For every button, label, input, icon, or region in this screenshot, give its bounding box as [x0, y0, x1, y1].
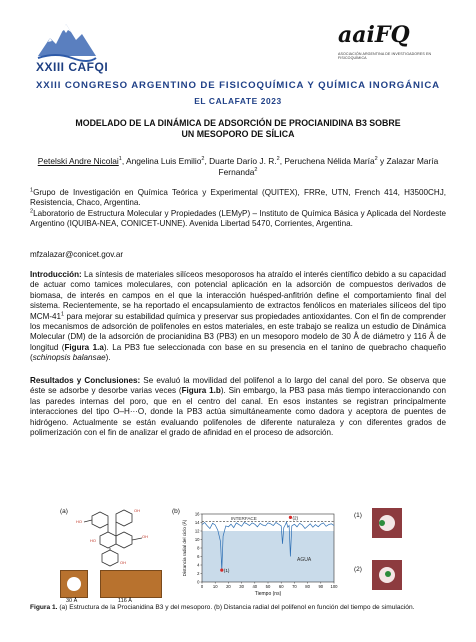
- figure-1: [60, 508, 405, 608]
- results-heading: Resultados y Conclusiones:: [30, 376, 141, 385]
- y-tick-label: 0: [197, 579, 200, 585]
- aaifq-logo: aaiFQ: [338, 22, 410, 48]
- event-marker-label: (2): [292, 515, 299, 521]
- y-tick-label: 8: [197, 545, 200, 551]
- x-tick-label: 80: [305, 584, 310, 589]
- aaifq-logo-subtext: ASOCIACIÓN ARGENTINA DE INVESTIGADORES EN FISICOQUÍMICA: [338, 52, 432, 60]
- x-tick-label: 70: [292, 584, 297, 589]
- author-sup: 2: [374, 156, 378, 163]
- caption-label: Figura 1.: [30, 604, 58, 611]
- figure-reference: Figura 1.b: [181, 386, 221, 396]
- paper-title-line-2: UN MESOPORO DE SÍLICA: [181, 129, 295, 139]
- y-axis-label: Distancia radial del ciclo (Å): [182, 519, 187, 577]
- mesopore-cross-section: [60, 570, 88, 598]
- introduction-paragraph: [30, 270, 446, 364]
- intro-text: La síntesis de materiales silíceos mesoporosos ha atraído el interés científico debido a su capacidad de actuar como tamices moleculares, con potencial aplicación en la adsorción de compuestos derivados de biomasa, de interés en campos en el que la interacción huésped-anfitrión define el comportamiento final del sistema. Recientemente, se ha reportado el encapsulamiento de extractos fenólicos en materiales silíceos del tipo MCM-41: [30, 270, 446, 321]
- affiliation-2: [30, 209, 446, 230]
- snapshot-2: [372, 560, 402, 590]
- panel-b-label: (b): [172, 508, 180, 515]
- svg-text:HO: HO: [90, 538, 96, 543]
- species-name: schinopsis balansae: [32, 353, 106, 363]
- x-tick-label: 100: [330, 584, 338, 589]
- author: , Peruchena Nélida María: [279, 156, 375, 166]
- snapshot-2-label: (2): [354, 566, 362, 573]
- radial-distance-chart: [178, 508, 338, 600]
- figure-caption: [30, 604, 446, 612]
- x-axis-label: Tiempo (ns): [254, 591, 282, 597]
- x-tick-label: 30: [239, 584, 244, 589]
- results-text: Se evaluó la movilidad del polifenol a lo largo del canal del poro. Se observa que éste se adsorbe y desorbe varias veces (: [30, 376, 446, 396]
- svg-text:OH: OH: [134, 508, 140, 513]
- paper-title-line-1: MODELADO DE LA DINÁMICA DE ADSORCIÓN DE PROCIANIDINA B3 SOBRE: [75, 118, 401, 128]
- author: , Duarte Darío J. R.: [204, 156, 277, 166]
- results-paragraph: [30, 376, 446, 438]
- x-tick-label: 60: [278, 584, 284, 589]
- y-tick-label: 6: [197, 553, 200, 559]
- x-tick-label: 10: [212, 584, 218, 589]
- paper-title: [30, 118, 446, 140]
- svg-text:OH: OH: [120, 560, 126, 565]
- y-tick-label: 10: [194, 536, 200, 542]
- cafqi-logo-mountains: [36, 14, 98, 66]
- congress-place: EL CALAFATE 2023: [194, 96, 282, 106]
- event-marker-label: (1): [223, 568, 230, 574]
- congress-title: XXIII CONGRESO ARGENTINO DE FISICOQUÍMICA Y QUÍMICA INORGÁNICA: [35, 80, 441, 91]
- figure-reference: Figura 1.a: [64, 342, 104, 352]
- y-tick-label: 16: [194, 511, 200, 517]
- affiliation-number: 2: [30, 208, 34, 215]
- mesopore-side-view: [100, 570, 162, 598]
- x-tick-label: 90: [318, 584, 324, 589]
- author-sup: 2: [254, 167, 258, 174]
- y-tick-label: 14: [194, 519, 200, 525]
- affiliation-number: 1: [30, 187, 34, 194]
- author: y Zalazar María Fernanda: [218, 156, 439, 177]
- interface-label: INTERFACE: [231, 516, 257, 522]
- pore-diameter-label: 30 Å: [66, 598, 78, 604]
- author-sup: 2: [276, 156, 280, 163]
- svg-text:OH: OH: [142, 534, 148, 539]
- intro-text: ).: [105, 353, 111, 363]
- results-text: ). Sin embargo, la PB3 pasa más tiempo interaccionando con las paredes internas del poro, que en el centro del canal. En esos instantes se registran principalmente interacciones del tipo O–H···O, donde la PB3 actúa simultáneamente como dadora y aceptora de puentes de hidrógeno. Actualmente se están evaluando polifenoles de diferente naturaleza y con diferentes grados de polimerización con el fin de analizar el grado de afinidad en el proceso de adsorción.: [30, 386, 446, 438]
- author-list: [30, 156, 446, 178]
- introduction-heading: Introducción:: [30, 270, 82, 279]
- y-tick-label: 4: [197, 562, 200, 568]
- y-tick-label: 2: [197, 570, 200, 576]
- contact-email: mfzalazar@conicet.gov.ar: [30, 250, 124, 259]
- water-label: AGUA: [297, 556, 312, 563]
- author-presenting: Petelski Andre Nicolai: [37, 156, 119, 166]
- pore-length-label: 116 Å: [118, 598, 132, 604]
- affiliation-1: [30, 188, 446, 209]
- x-tick-label: 20: [226, 584, 231, 589]
- author-sup: 2: [201, 156, 205, 163]
- intro-text: ). La PB3 fue seleccionada con base en su presencia en el tanino de quebracho chaqueño (: [30, 342, 447, 363]
- svg-text:HO: HO: [76, 519, 82, 524]
- snapshot-1: [372, 508, 402, 538]
- affiliations: [30, 188, 446, 230]
- snapshot-1-label: (1): [354, 512, 362, 519]
- cafqi-logo-text: XXIII CAFQI: [36, 60, 109, 74]
- affiliation-text: Laboratorio de Estructura Molecular y Propiedades (LEMyP) – Instituto de Química Básica y Aplicada del Nordeste Argentino (IQUIBA-NEA, CONICET-UNNE). Avenida Libertad 5470, Corrientes, Argentina.: [30, 208, 446, 229]
- author-sup: 1: [118, 156, 122, 163]
- x-tick-label: 50: [265, 584, 271, 589]
- caption-text: (a) Estructura de la Procianidina B3 y del mesoporo. (b) Distancia radial del polifenol en función del tiempo de simulación.: [57, 604, 415, 611]
- reference-sup: 1: [61, 310, 65, 317]
- water-region: [202, 531, 334, 582]
- author: , Angelina Luis Emilio: [121, 156, 202, 166]
- y-tick-label: 12: [194, 528, 200, 534]
- x-tick-label: 0: [200, 584, 204, 589]
- panel-a-label: (a): [60, 508, 68, 515]
- intro-text: para mejorar su estabilidad química y preservar sus propiedades antioxidantes. Con el fin de comprender los mecanismos de adsorción de polifenoles en estos materiales, en este trabajo se realiza un estudio de Dinámica Molecular (DM) de la adsorción de procianidina B3 (PB3) en un mesoporo modelo de 30 Å de diámetro y 116 Å de longitud (: [30, 311, 446, 352]
- procyanidin-b3-structure: [72, 508, 158, 568]
- x-tick-label: 40: [252, 584, 258, 589]
- affiliation-text: Grupo de Investigación en Química Teórica y Experimental (QUITEX), FRRe, UTN, French 414, H3500CHJ, Resistencia, Chaco, Argentina.: [30, 188, 446, 208]
